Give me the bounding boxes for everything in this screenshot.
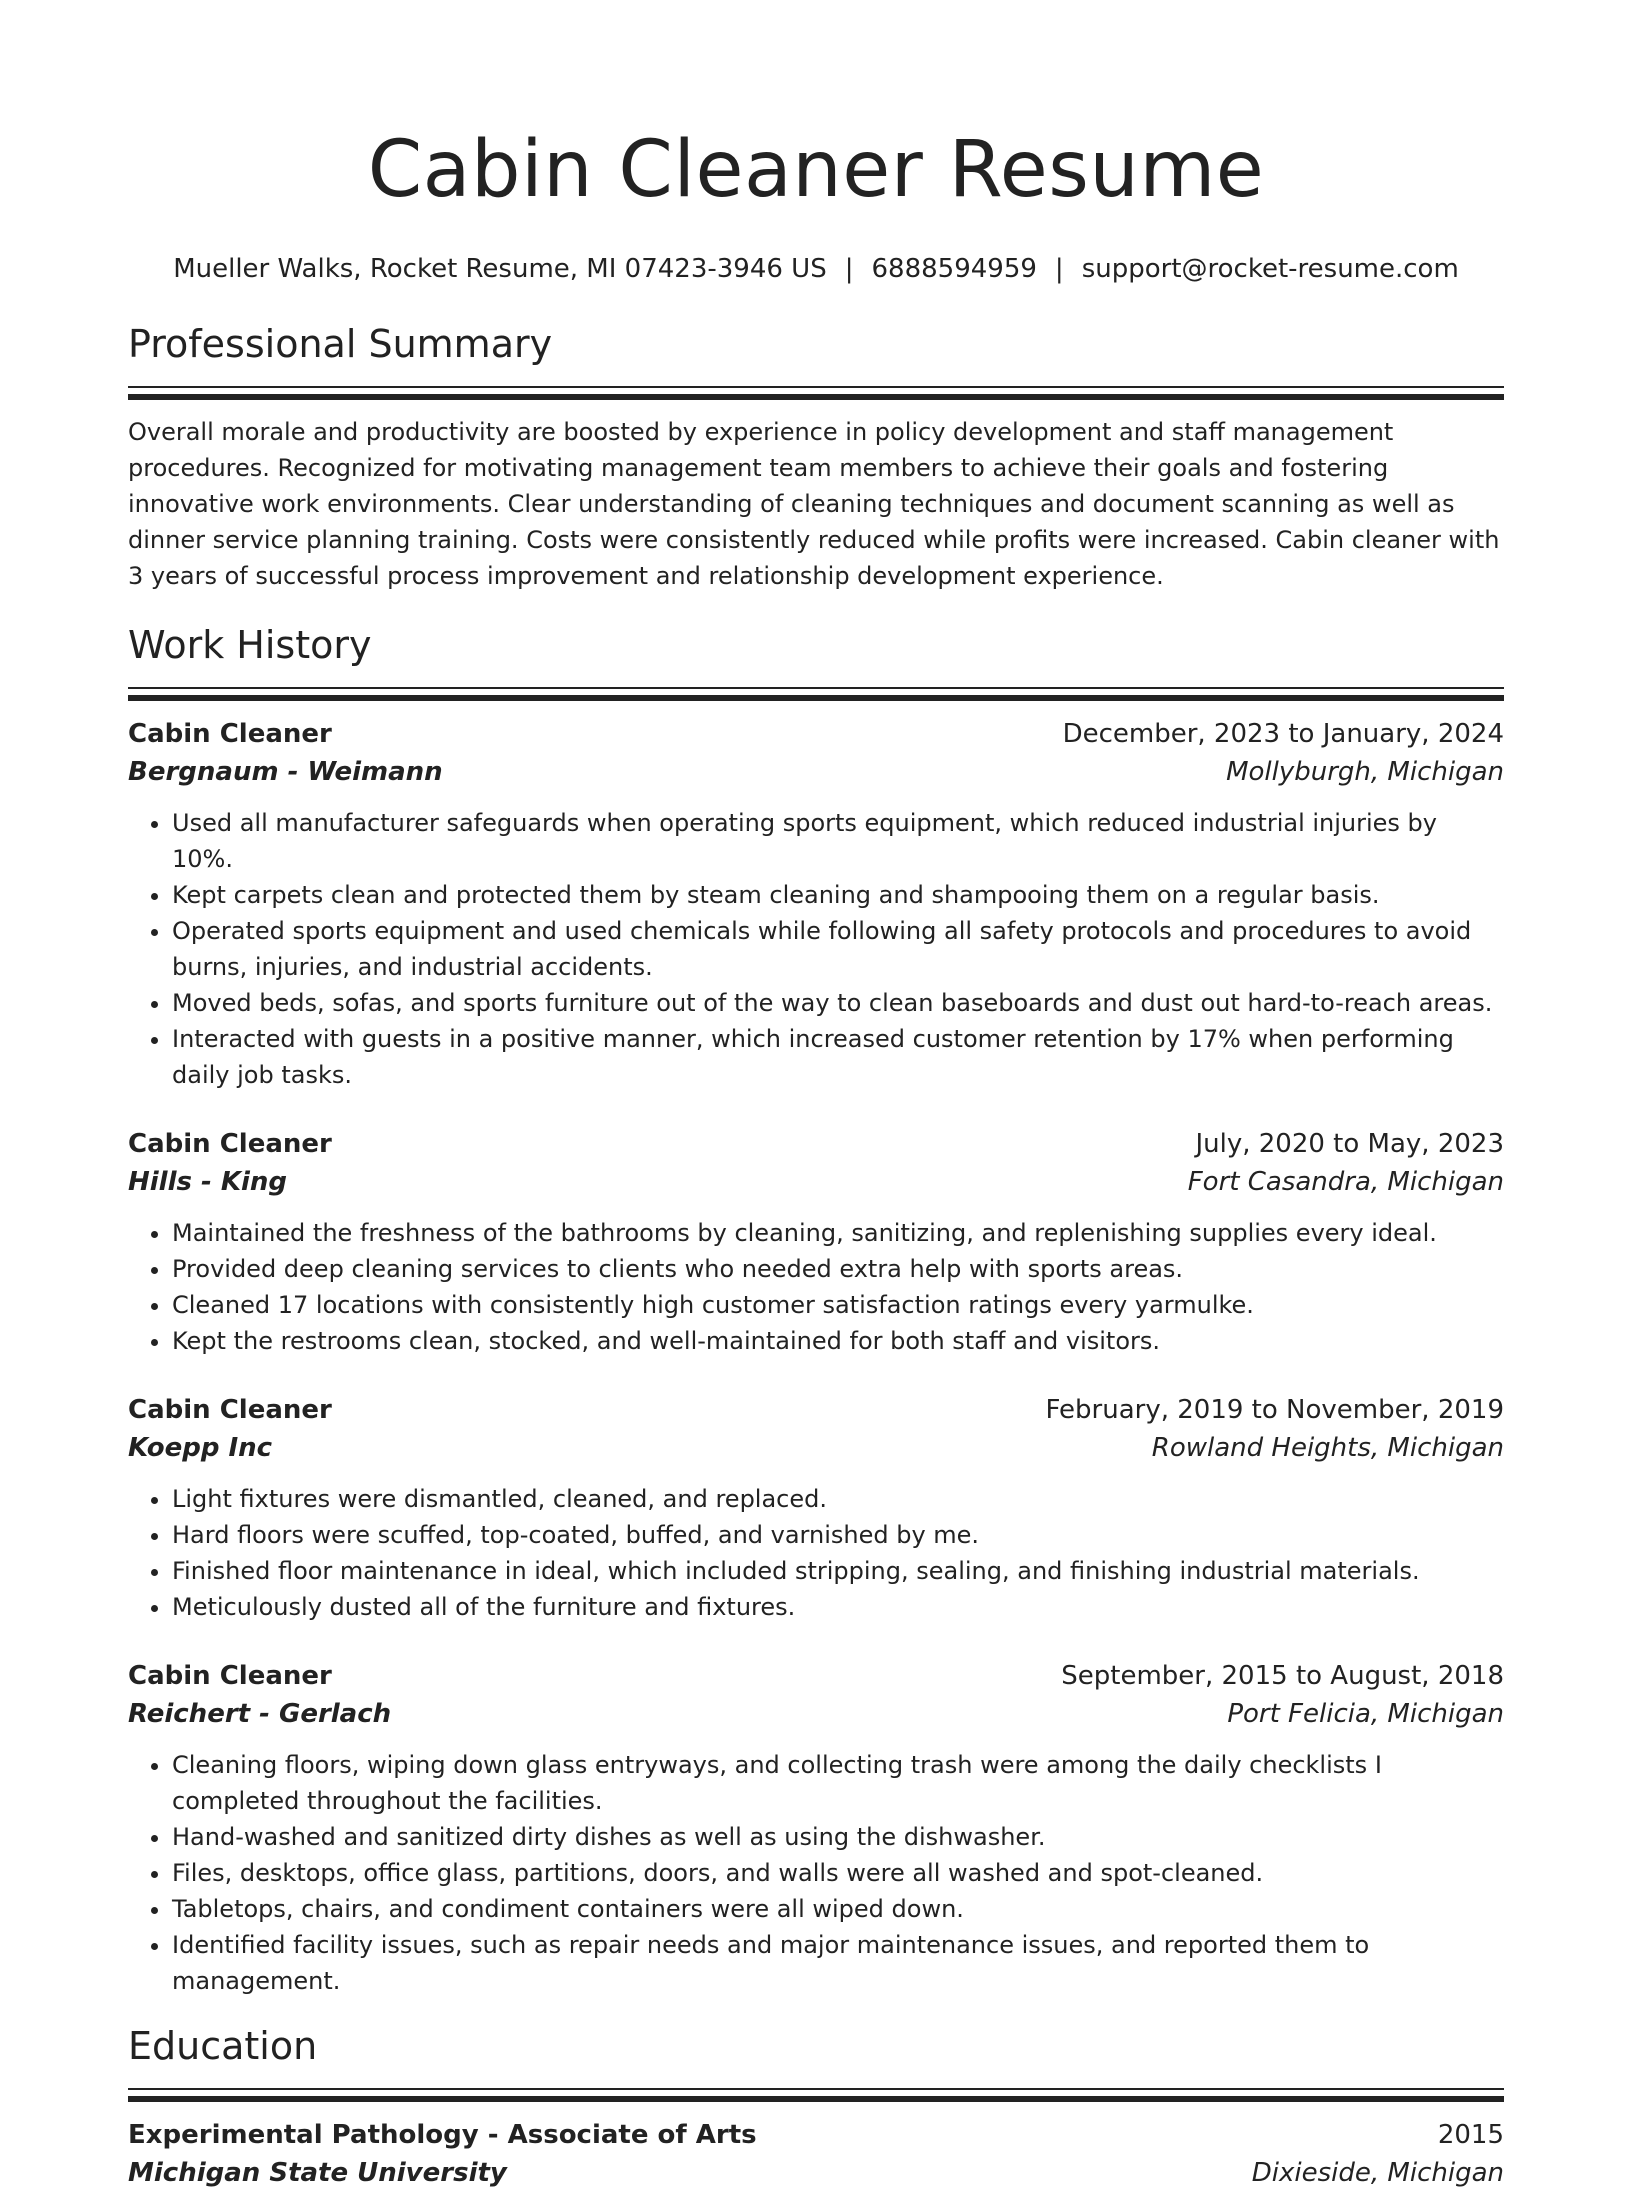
job-title: Cabin Cleaner <box>128 1129 332 1159</box>
job-bullet: • Used all manufacturer safeguards when operating sports equipment, which reduced industrial injuries by 10%. <box>172 805 1504 877</box>
job-bullet: • Hand-washed and sanitized dirty dishes as well as using the dishwasher. <box>172 1819 1504 1855</box>
job-location: Mollyburgh, Michigan <box>1226 757 1504 787</box>
job-title: Cabin Cleaner <box>128 1395 332 1425</box>
job-company: Bergnaum - Weimann <box>128 757 443 787</box>
job-bullet: • Moved beds, sofas, and sports furniture out of the way to clean baseboards and dust out hard-to-reach areas. <box>172 985 1504 1021</box>
job-entry <box>128 1125 1504 1359</box>
contact-line <box>128 252 1504 286</box>
section-heading-work-history: Work History <box>128 623 372 667</box>
education-location: Dixieside, Michigan <box>1251 2158 1504 2188</box>
job-entry <box>128 715 1504 1093</box>
job-title: Cabin Cleaner <box>128 1661 332 1691</box>
job-title: Cabin Cleaner <box>128 719 332 749</box>
job-bullets <box>128 1215 1504 1359</box>
job-location: Fort Casandra, Michigan <box>1187 1167 1504 1197</box>
job-bullet: • Tabletops, chairs, and condiment containers were all wiped down. <box>172 1891 1504 1927</box>
education-school: Michigan State University <box>128 2158 507 2188</box>
contact-address: Mueller Walks, Rocket Resume, MI 07423-3946 US <box>173 254 827 284</box>
section-rule <box>128 2088 1504 2102</box>
section-heading-summary: Professional Summary <box>128 322 553 366</box>
job-dates: September, 2015 to August, 2018 <box>1061 1661 1504 1691</box>
job-bullet: • Operated sports equipment and used chemicals while following all safety protocols and procedures to avoid burns, injuries, and industrial accidents. <box>172 913 1504 985</box>
job-dates: February, 2019 to November, 2019 <box>1045 1395 1504 1425</box>
job-dates: July, 2020 to May, 2023 <box>1195 1129 1504 1159</box>
education-year: 2015 <box>1437 2120 1504 2150</box>
job-bullet: • Files, desktops, office glass, partitions, doors, and walls were all washed and spot-cleaned. <box>172 1855 1504 1891</box>
job-bullet: • Maintained the freshness of the bathrooms by cleaning, sanitizing, and replenishing supplies every ideal. <box>172 1215 1504 1251</box>
section-rule <box>128 386 1504 400</box>
education-section <box>128 2021 1504 2192</box>
resume-title: Cabin Cleaner Resume <box>367 125 1265 215</box>
contact-phone: 6888594959 <box>871 254 1037 284</box>
job-bullets <box>128 1747 1504 1999</box>
job-bullet: • Interacted with guests in a positive manner, which increased customer retention by 17% when performing daily job tasks. <box>172 1021 1504 1093</box>
summary-text: Overall morale and productivity are boosted by experience in policy development and staff management procedures. Recognized for motivating management team members to achieve their goals and fostering innovative work environments. Clear understanding of cleaning techniques and document scanning as well as dinner service planning training. Costs were consistently reduced while profits were increased. Cabin cleaner with 3 years of successful process improvement and relationship development experience. <box>128 418 1500 590</box>
job-company: Hills - King <box>128 1167 288 1197</box>
job-bullet: • Light fixtures were dismantled, cleaned, and replaced. <box>172 1481 1504 1517</box>
job-bullet: • Cleaning floors, wiping down glass entryways, and collecting trash were among the daily checklists I completed throughout the facilities. <box>172 1747 1504 1819</box>
contact-separator: | <box>1054 254 1064 284</box>
job-company: Reichert - Gerlach <box>128 1699 392 1729</box>
job-bullet: • Kept carpets clean and protected them by steam cleaning and shampooing them on a regular basis. <box>172 877 1504 913</box>
job-bullets <box>128 805 1504 1093</box>
job-bullet: • Hard floors were scuffed, top-coated, buffed, and varnished by me. <box>172 1517 1504 1553</box>
job-bullet: • Identified facility issues, such as repair needs and major maintenance issues, and reported them to management. <box>172 1927 1504 1999</box>
section-rule <box>128 687 1504 701</box>
contact-email: support@rocket-resume.com <box>1081 254 1459 284</box>
job-bullet: • Provided deep cleaning services to clients who needed extra help with sports areas. <box>172 1251 1504 1287</box>
contact-separator: | <box>844 254 854 284</box>
job-bullet: • Finished floor maintenance in ideal, which included stripping, sealing, and finishing industrial materials. <box>172 1553 1504 1589</box>
job-bullet: • Kept the restrooms clean, stocked, and well-maintained for both staff and visitors. <box>172 1323 1504 1359</box>
resume-page <box>128 0 1504 2192</box>
job-bullet: • Cleaned 17 locations with consistently high customer satisfaction ratings every yarmulke. <box>172 1287 1504 1323</box>
job-entry <box>128 1391 1504 1625</box>
education-degree: Experimental Pathology - Associate of Arts <box>128 2120 757 2150</box>
job-company: Koepp Inc <box>128 1433 273 1463</box>
job-location: Port Felicia, Michigan <box>1227 1699 1504 1729</box>
job-entry <box>128 1657 1504 1999</box>
job-bullets <box>128 1481 1504 1625</box>
work-history-section <box>128 620 1504 1999</box>
job-dates: December, 2023 to January, 2024 <box>1062 719 1504 749</box>
job-bullet: • Meticulously dusted all of the furniture and fixtures. <box>172 1589 1504 1625</box>
job-location: Rowland Heights, Michigan <box>1151 1433 1504 1463</box>
summary-section <box>128 319 1504 594</box>
education-entry <box>128 2116 1504 2192</box>
section-heading-education: Education <box>128 2024 318 2068</box>
